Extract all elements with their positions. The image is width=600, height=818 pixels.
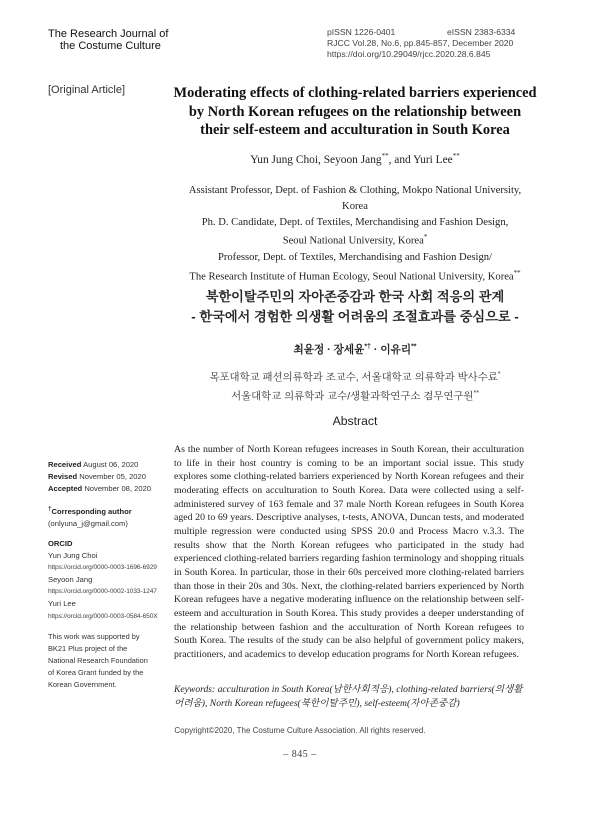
orcid-name: Yuri Lee: [48, 599, 76, 609]
title-line: by North Korean refugees on the relationship between: [188, 103, 522, 120]
accepted-label: Accepted: [48, 484, 83, 494]
title-line: Moderating effects of clothing-related barriers experienced: [173, 85, 537, 101]
korean-author-names: · 이유리: [370, 344, 412, 356]
affiliation-mark: *: [497, 371, 501, 378]
spacer: [48, 530, 166, 538]
pissn: pISSN 1226-0401: [327, 27, 396, 37]
keywords-label: Keywords:: [174, 684, 216, 695]
author-mark: **: [411, 343, 417, 351]
orcid-link[interactable]: https://orcid.org/0000-0002-1033-1247: [48, 588, 157, 596]
funding-line: of Korea Grant funded by the: [48, 668, 144, 678]
keywords-text: acculturation in South Korea(남한사회적응), clothing-related barriers(의생활 어려움), North Korean refugees(북한이탈주민), self-esteem(자아존중감): [174, 684, 523, 709]
affiliation-line: Ph. D. Candidate, Dept. of Textiles, Merchandising and Fashion Design,: [201, 216, 509, 228]
abstract-heading: Abstract: [332, 414, 378, 428]
orcid-name: Yun Jung Choi: [48, 551, 98, 561]
issn-block: [327, 27, 552, 60]
korean-affiliations: [160, 367, 550, 406]
affiliation-line: Assistant Professor, Dept. of Fashion & Clothing, Mokpo National University,: [188, 185, 522, 196]
orcid-link[interactable]: https://orcid.org/0000-0003-1696-6929: [48, 564, 157, 572]
korean-author-names: 최윤정 · 장세윤: [293, 344, 365, 356]
affiliation-text: Seoul National University, Korea: [282, 235, 424, 247]
affiliation-mark: **: [473, 390, 479, 398]
author-list: [160, 152, 550, 166]
spacer: [48, 623, 166, 631]
revised-row: [48, 471, 166, 483]
keywords: [174, 683, 526, 710]
orcid-link[interactable]: https://orcid.org/0000-0003-0584-650X: [48, 612, 158, 620]
author-mark: **: [452, 152, 460, 160]
funding-line: Korean Government.: [48, 680, 117, 690]
affiliation-text: The Research Institute of Human Ecology, Seoul National University, Korea: [189, 271, 514, 283]
funding-line: This work was supported by: [48, 631, 140, 641]
spacer: [48, 495, 166, 503]
author-names-1: Yun Jung Choi, Seyoon Jang: [250, 153, 382, 166]
affiliation-line: [160, 230, 550, 249]
korean-affiliation-text: 목포대학교 패션의류학과 조교수, 서울대학교 의류학과 박사수료: [209, 372, 498, 384]
revised-date: November 05, 2020: [79, 472, 146, 482]
korean-authors: [160, 342, 550, 357]
received-row: [48, 459, 166, 471]
korean-affiliation-text: 서울대학교 의류학과 교수/생활과학연구소 겸무연구원: [231, 391, 474, 403]
eissn: eISSN 2383-6334: [447, 27, 516, 37]
corresponding-mark: †: [48, 505, 52, 513]
korean-title-line: - 한국에서 경험한 의생활 어려움의 조절효과를 중심으로 -: [191, 308, 519, 324]
affiliation-mark: **: [513, 268, 521, 277]
article-info-sidebar: [48, 459, 166, 692]
affiliation-line: Korea: [342, 200, 368, 212]
paper-title: [160, 84, 550, 140]
article-type: [Original Article]: [48, 84, 126, 96]
journal-name-line1: The Research Journal of: [48, 28, 169, 40]
title-line: their self-esteem and acculturation in South Korea: [200, 122, 510, 138]
orcid-label-text: ORCID: [48, 539, 73, 548]
affiliation-line: [160, 266, 550, 285]
accepted-date: November 08, 2020: [84, 484, 152, 494]
affiliation-mark: *: [423, 233, 428, 242]
doi-link[interactable]: https://doi.org/10.29049/rjcc.2020.28.6.845: [327, 49, 491, 59]
affiliation-line: Professor, Dept. of Textiles, Merchandising and Fashion Design/: [217, 251, 493, 263]
journal-name: [48, 28, 168, 52]
author-mark: **: [381, 152, 389, 160]
corresponding-row: [48, 503, 166, 518]
korean-affiliation-line: [160, 367, 550, 386]
corresponding-label: Corresponding author: [51, 506, 132, 516]
page-number: – 845 –: [283, 749, 317, 760]
citation: RJCC Vol.28, No.6, pp.845-857, December 2020: [327, 38, 514, 48]
orcid-name: Seyoon Jang: [48, 575, 93, 585]
author-names-2: , and Yuri Lee: [388, 153, 453, 166]
copyright-notice: Copyright©2020, The Costume Culture Association. All rights reserved.: [174, 726, 426, 735]
orcid-label: [48, 538, 166, 550]
author-mark: *†: [364, 343, 371, 351]
funding-line: National Research Foundation: [48, 656, 148, 666]
abstract-body: As the number of North Korean refugees increases in South Korean, their acculturation to life in their host country is coming to be an important social issue. This study explores some clothing-related barriers experienced by North Korean refugees and their moderating effects on acculturation to South Korea. Data were collected using a self-administered survey of 163 female and 37 male North Korean refugees in South Korea aged 20 to 69 years. Descriptive analyses, t-tests, ANOVA, Duncan tests, and moderated multiple regression were conducted using SPSS 20.0 and Process Macro v.3.3. The results show that the North Korean refugees who participated in the study had experienced clothing-related barriers regarding fashion terminology and shopping rituals in South Korea. In particular, those in their 60s perceived more clothing-related barriers than those in their 20s and 30s. Next, the clothing-related barriers experienced by North Korean refugees have a negative moderating influence on the relationship between self-esteem and acculturation in South Korea. This study provides a deeper understanding of the relationship between fashion and the acculturation of North Korean refugees to South Korea. The results of the study can be also helpful of government policy makers, practitioners, and academics to develop education programs for North Korean refugees.: [174, 444, 524, 660]
affiliations: [160, 183, 550, 285]
received-date: August 06, 2020: [83, 460, 139, 469]
accepted-row: [48, 483, 166, 495]
funding-note: [48, 631, 166, 692]
korean-title: [160, 287, 550, 326]
funding-line: BK21 Plus project of the: [48, 643, 128, 653]
corresponding-email[interactable]: (onlyuna_j@gmail.com): [48, 518, 128, 528]
revised-label: Revised: [48, 472, 78, 482]
journal-name-line2: the Costume Culture: [60, 40, 161, 52]
korean-title-line: 북한이탈주민의 자아존중감과 한국 사회 적응의 관계: [205, 289, 505, 304]
received-label: Received: [48, 460, 82, 469]
korean-affiliation-line: [160, 386, 550, 405]
